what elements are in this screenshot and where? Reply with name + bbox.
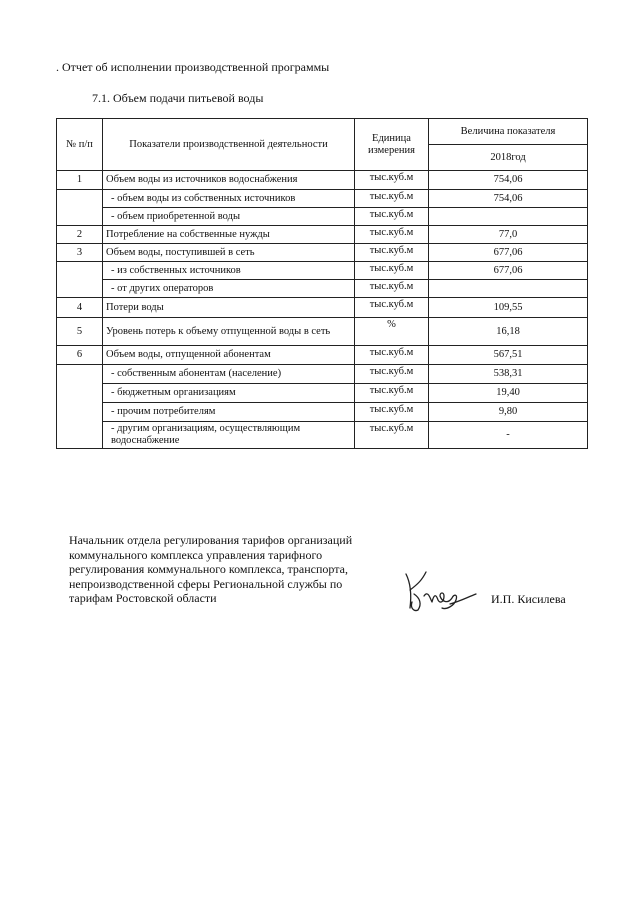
row-unit: % — [355, 318, 429, 346]
water-supply-table — [56, 118, 588, 449]
row-num — [57, 190, 103, 226]
position-line: непроизводственной сферы Региональной службы по — [69, 576, 343, 591]
row-label: Объем воды, поступившей в сеть — [103, 244, 355, 262]
header-value-group: Величина показателя — [429, 119, 588, 145]
row-value: 538,31 — [429, 365, 588, 384]
row-unit: тыс.куб.м — [355, 190, 429, 208]
row-num — [57, 262, 103, 298]
signature-position — [69, 533, 389, 606]
row-unit: тыс.куб.м — [355, 262, 429, 280]
position-line: Начальник отдела регулирования тарифов организаций — [69, 533, 353, 547]
row-label: - от других операторов — [103, 280, 355, 298]
row-label: Объем воды из источников водоснабжения — [103, 171, 355, 190]
table-row — [57, 422, 588, 449]
row-num: 1 — [57, 171, 103, 190]
page-heading: . Отчет об исполнении производственной программы — [56, 60, 330, 74]
row-label: - другим организациям, осуществляющим водоснабжение — [103, 422, 355, 449]
row-unit: тыс.куб.м — [355, 298, 429, 318]
row-label: Объем воды, отпущенной абонентам — [103, 346, 355, 365]
row-label: - объем приобретенной воды — [103, 208, 355, 226]
row-num: 3 — [57, 244, 103, 262]
row-num: 5 — [57, 318, 103, 346]
section-subheading: 7.1. Объем подачи питьевой воды — [92, 91, 264, 105]
row-value: 677,06 — [429, 244, 588, 262]
row-num: 2 — [57, 226, 103, 244]
signer-name: И.П. Кисилева — [491, 592, 566, 606]
table-row — [57, 403, 588, 422]
row-value: 754,06 — [429, 190, 588, 208]
header-num: № п/п — [57, 119, 103, 171]
row-unit: тыс.куб.м — [355, 208, 429, 226]
row-unit: тыс.куб.м — [355, 365, 429, 384]
row-value: 754,06 — [429, 171, 588, 190]
table-row — [57, 208, 588, 226]
row-value: 77,0 — [429, 226, 588, 244]
row-label: Потребление на собственные нужды — [103, 226, 355, 244]
row-unit: тыс.куб.м — [355, 422, 429, 449]
header-unit: Единица измерения — [355, 119, 429, 171]
row-value: 19,40 — [429, 384, 588, 403]
row-unit: тыс.куб.м — [355, 346, 429, 365]
table-row — [57, 280, 588, 298]
table-row — [57, 190, 588, 208]
row-unit: тыс.куб.м — [355, 226, 429, 244]
header-year: 2018год — [429, 145, 588, 171]
table-row — [57, 318, 588, 346]
table-row — [57, 346, 588, 365]
row-value: 567,51 — [429, 346, 588, 365]
row-unit: тыс.куб.м — [355, 244, 429, 262]
row-value — [429, 208, 588, 226]
row-value: 9,80 — [429, 403, 588, 422]
row-label: Потери воды — [103, 298, 355, 318]
table-row — [57, 244, 588, 262]
position-line: тарифам Ростовской области — [69, 591, 217, 605]
table-row — [57, 365, 588, 384]
row-value: - — [429, 422, 588, 449]
table-row — [57, 226, 588, 244]
row-unit: тыс.куб.м — [355, 384, 429, 403]
table-row — [57, 298, 588, 318]
table-row — [57, 171, 588, 190]
header-indicator: Показатели производственной деятельности — [103, 119, 355, 171]
row-value: 677,06 — [429, 262, 588, 280]
row-label: - бюджетным организациям — [103, 384, 355, 403]
position-line: коммунального комплекса управления тарифного — [69, 547, 323, 562]
row-value: 109,55 — [429, 298, 588, 318]
row-unit: тыс.куб.м — [355, 403, 429, 422]
row-value: 16,18 — [429, 318, 588, 346]
row-label: Уровень потерь к объему отпущенной воды в сеть — [103, 318, 355, 346]
row-label: - из собственных источников — [103, 262, 355, 280]
position-line: регулирования коммунального комплекса, транспорта, — [69, 562, 348, 576]
row-label: - собственным абонентам (население) — [103, 365, 355, 384]
row-value — [429, 280, 588, 298]
row-num — [57, 365, 103, 449]
table-row — [57, 262, 588, 280]
handwritten-signature — [400, 568, 480, 614]
row-num: 4 — [57, 298, 103, 318]
table-row — [57, 384, 588, 403]
row-num: 6 — [57, 346, 103, 365]
row-label: - объем воды из собственных источников — [103, 190, 355, 208]
row-label: - прочим потребителям — [103, 403, 355, 422]
row-unit: тыс.куб.м — [355, 280, 429, 298]
row-unit: тыс.куб.м — [355, 171, 429, 190]
